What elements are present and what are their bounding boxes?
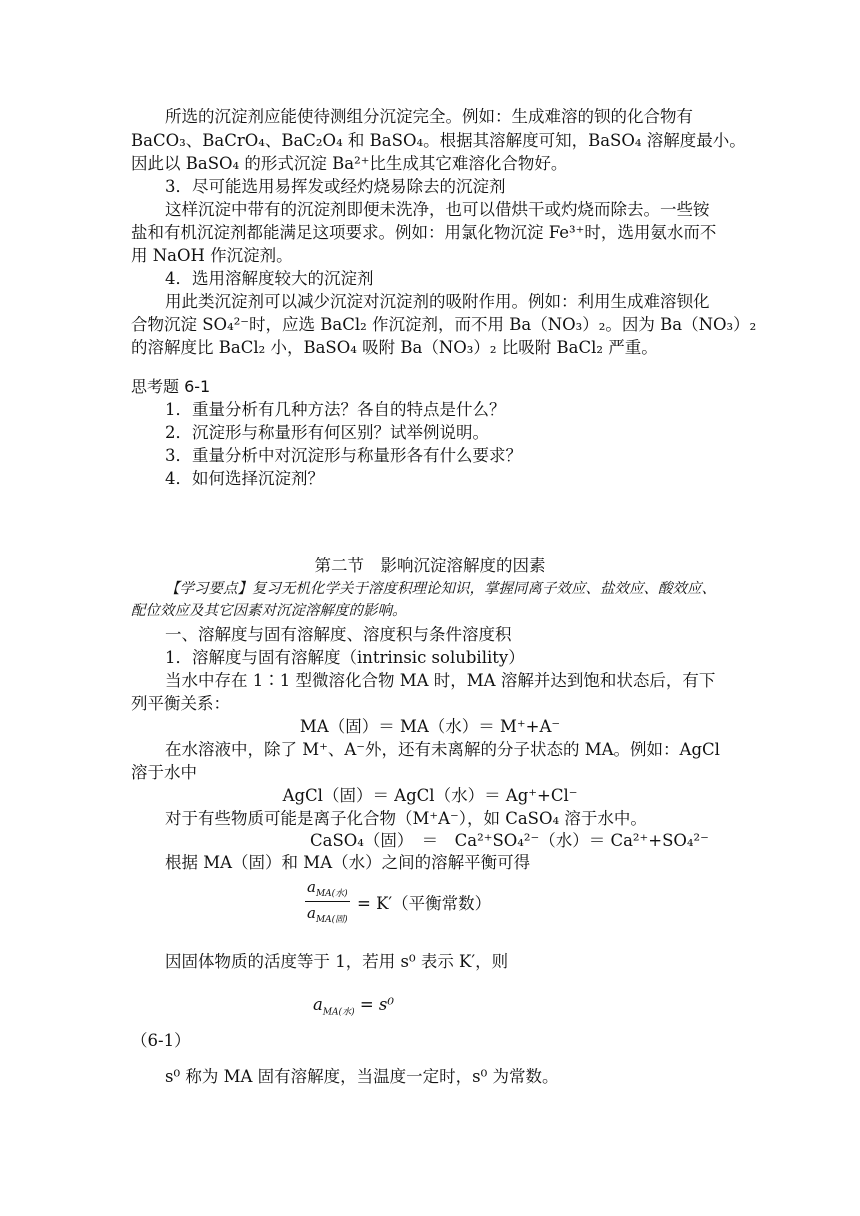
- paragraph-line: 所选的沉淀剂应能使待测组分沉淀完全。例如：生成难溶的钡的化合物有: [165, 107, 693, 126]
- questions-title: 思考题 6-1: [131, 377, 211, 396]
- list-item-heading: 3．尽可能选用易挥发或经灼烧易除去的沉淀剂: [165, 177, 506, 196]
- question-item: 2．沉淀形与称量形有何区别？试举例说明。: [165, 423, 489, 442]
- paragraph-line: 根据 MA（固）和 MA（水）之间的溶解平衡可得: [165, 853, 531, 872]
- paragraph-line: 的溶解度比 BaCl₂ 小，BaSO₄ 吸附 Ba（NO₃）₂ 比吸附 BaCl₂ 严重。: [131, 338, 658, 357]
- fraction-numerator-subscript: MA(水): [315, 889, 348, 899]
- equation-number: （6-1）: [131, 1031, 191, 1050]
- key-points: 【学习要点】复习无机化学关于溶度积理论知识，掌握同离子效应、盐效应、酸效应、: [165, 581, 716, 597]
- paragraph-line: s⁰ 称为 MA 固有溶解度，当温度一定时，s⁰ 为常数。: [165, 1067, 559, 1086]
- paragraph-line: 当水中存在 1∶1 型微溶化合物 MA 时，MA 溶解并达到饱和状态后，有下: [165, 671, 716, 690]
- equation-variable: a: [313, 995, 323, 1014]
- question-item: 1．重量分析有几种方法？各自的特点是什么？: [165, 400, 506, 419]
- paragraph-line: 用此类沉淀剂可以减少沉淀对沉淀剂的吸附作用。例如：利用生成难溶钡化: [165, 292, 710, 311]
- list-item-heading: 4．选用溶解度较大的沉淀剂: [165, 269, 374, 288]
- fraction-denominator-subscript: MA(固): [315, 915, 348, 925]
- question-item: 4．如何选择沉淀剂？: [165, 469, 324, 488]
- paragraph-line: 对于有些物质可能是离子化合物（M⁺A⁻），如 CaSO₄ 溶于水中。: [165, 809, 647, 828]
- paragraph-line: 溶于水中: [131, 763, 197, 782]
- paragraph-line: 用 NaOH 作沉淀剂。: [131, 246, 293, 265]
- subsection-title: 1．溶解度与固有溶解度（intrinsic solubility）: [165, 648, 525, 667]
- equation-tail: = s⁰: [354, 995, 394, 1014]
- paragraph-line: 这样沉淀中带有的沉淀剂即便未洗净，也可以借烘干或灼烧而除去。一些铵: [165, 200, 710, 219]
- paragraph-line: 因此以 BaSO₄ 的形式沉淀 Ba²⁺比生成其它难溶化合物好。: [131, 154, 568, 173]
- equation-tail: = K′（平衡常数）: [357, 894, 492, 913]
- fraction-denominator: a: [307, 904, 316, 922]
- fraction-bar: [305, 901, 350, 902]
- paragraph-line: 在水溶液中，除了 M⁺、A⁻外，还有未离解的分子状态的 MA。例如：AgCl: [165, 740, 720, 759]
- equation-subscript: MA(水): [322, 1007, 355, 1018]
- fraction-equation: [305, 878, 350, 925]
- equation: CaSO₄（固） ＝ Ca²⁺SO₄²⁻（水）＝ Ca²⁺+SO₄²⁻: [310, 831, 709, 850]
- equation: MA（固）＝ MA（水）＝ M⁺+A⁻: [299, 717, 561, 736]
- question-item: 3．重量分析中对沉淀形与称量形各有什么要求？: [165, 446, 522, 465]
- paragraph-line: 列平衡关系：: [131, 694, 230, 713]
- equation: AgCl（固）＝ AgCl（水）＝ Ag⁺+Cl⁻: [282, 786, 578, 805]
- equation: [313, 995, 394, 1017]
- subsection-title: 一、溶解度与固有溶解度、溶度积与条件溶度积: [165, 625, 512, 644]
- section-title: 第二节 影响沉淀溶解度的因素: [314, 556, 546, 575]
- paragraph-line: 盐和有机沉淀剂都能满足这项要求。例如：用氯化物沉淀 Fe³⁺时，选用氨水而不: [131, 223, 717, 242]
- paragraph-line: 因固体物质的活度等于 1，若用 s⁰ 表示 K′，则: [165, 952, 509, 971]
- fraction-numerator: a: [307, 878, 316, 896]
- paragraph-line: 合物沉淀 SO₄²⁻时，应选 BaCl₂ 作沉淀剂，而不用 Ba（NO₃）₂。因为 Ba（NO₃）₂: [131, 315, 757, 334]
- key-points: 配位效应及其它因素对沉淀溶解度的影响。: [131, 603, 407, 619]
- paragraph-line: BaCO₃、BaCrO₄、BaC₂O₄ 和 BaSO₄。根据其溶解度可知，BaSO₄ 溶解度最小。: [131, 131, 746, 150]
